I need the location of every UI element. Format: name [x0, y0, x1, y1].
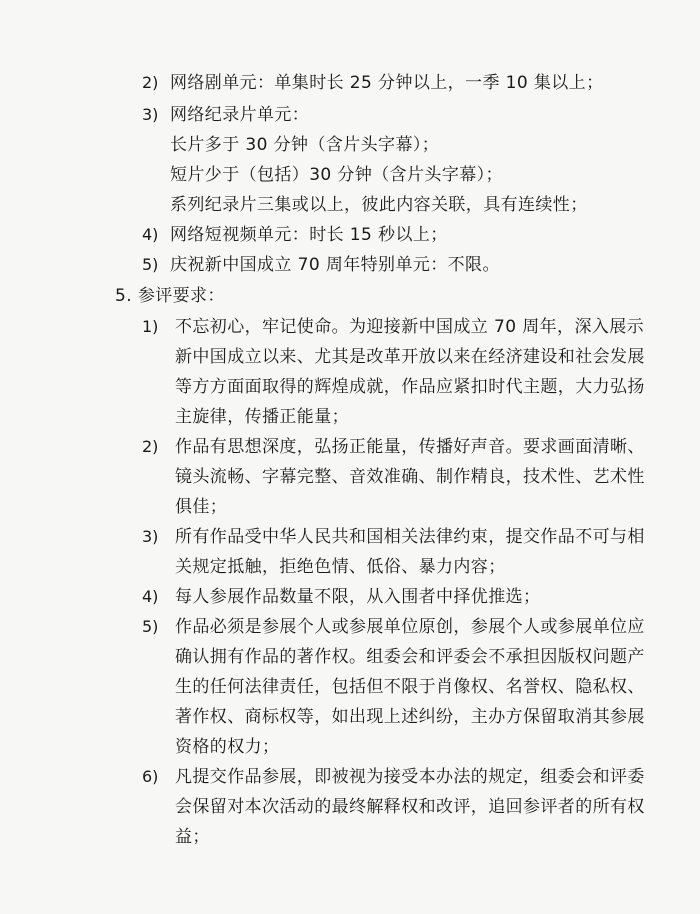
item-line: 等方方面面取得的辉煌成就，作品应紧扣时代主题，大力弘扬: [175, 377, 645, 397]
item-line: 确认拥有作品的著作权。组委会和评委会不承担因版权问题产: [175, 647, 645, 667]
item-subline: 系列纪录片三集或以上，彼此内容关联，具有连续性；: [170, 195, 588, 215]
item-line: 著作权、商标权等，如出现上述纠纷，主办方保留取消其参展: [175, 707, 645, 727]
item-line: 每人参展作品数量不限，从入围者中择优推选；: [175, 587, 541, 607]
item-line: 主旋律，传播正能量；: [175, 407, 349, 427]
item-line: 作品必须是参展个人或参展单位原创，参展个人或参展单位应: [175, 617, 645, 637]
item-number: 5): [142, 617, 159, 636]
item-subline: 短片少于（包括）30 分钟（含片头字幕）；: [170, 165, 503, 185]
item-number: 2): [142, 73, 159, 92]
item-line: 新中国成立以来、尤其是改革开放以来在经济建设和社会发展: [175, 347, 645, 367]
item-line: 益；: [175, 827, 210, 847]
section-heading: 5. 参评要求：: [115, 286, 225, 306]
item-number: 3): [142, 527, 159, 546]
item-text: 网络剧单元：单集时长 25 分钟以上，一季 10 集以上；: [170, 73, 604, 93]
item-subline: 长片多于 30 分钟（含片头字幕）；: [170, 135, 440, 155]
item-number: 6): [142, 767, 159, 786]
item-line: 俱佳；: [175, 497, 228, 517]
item-line: 作品有思想深度，弘扬正能量，传播好声音。要求画面清晰、: [175, 437, 645, 457]
item-number: 5): [142, 255, 159, 274]
item-line: 会保留对本次活动的最终解释权和改评，追回参评者的所有权: [175, 797, 645, 817]
item-line: 生的任何法律责任，包括但不限于肖像权、名誉权、隐私权、: [175, 677, 645, 697]
item-number: 4): [142, 225, 159, 244]
item-text: 网络纪录片单元：: [170, 105, 310, 125]
item-text: 庆祝新中国成立 70 周年特别单元：不限。: [170, 255, 500, 275]
item-number: 3): [142, 105, 159, 124]
item-number: 1): [142, 317, 159, 336]
item-line: 不忘初心，牢记使命。为迎接新中国成立 70 周年，深入展示: [175, 317, 645, 337]
item-text: 网络短视频单元：时长 15 秒以上；: [170, 225, 448, 245]
item-line: 资格的权力；: [175, 737, 280, 757]
item-line: 镜头流畅、字幕完整、音效准确、制作精良，技术性、艺术性: [175, 467, 645, 487]
item-line: 关规定抵触，拒绝色情、低俗、暴力内容；: [175, 557, 506, 577]
item-number: 4): [142, 587, 159, 606]
item-number: 2): [142, 437, 159, 456]
item-line: 所有作品受中华人民共和国相关法律约束，提交作品不可与相: [175, 527, 645, 547]
item-line: 凡提交作品参展，即被视为接受本办法的规定，组委会和评委: [175, 767, 645, 787]
